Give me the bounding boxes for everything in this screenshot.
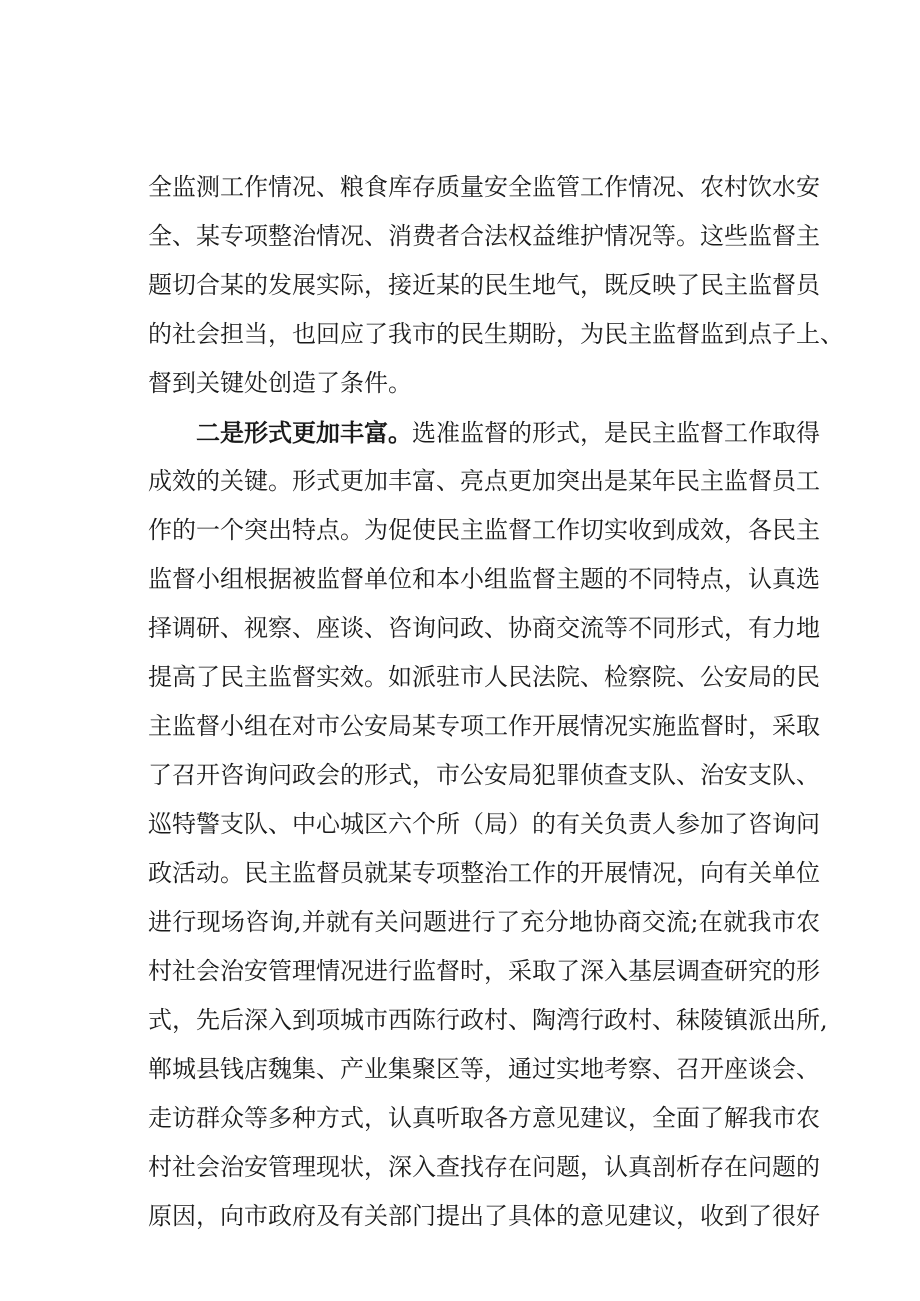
- text-line: 进行现场咨询,并就有关问题进行了充分地协商交流;在就我市农: [148, 908, 820, 936]
- paragraph-1: [148, 163, 844, 408]
- text-line: 题切合某的发展实际，接近某的民生地气，既反映了民主监督员: [148, 271, 820, 299]
- text-line: 提高了民主监督实效。如派驻市人民法院、检察院、公安局的民: [148, 663, 820, 691]
- text-line: 村社会治安管理情况进行监督时，采取了深入基层调查研究的形: [148, 957, 820, 985]
- text-line: 全监测工作情况、粮食库存质量安全监管工作情况、农村饮水安: [148, 173, 820, 201]
- text-line: 监督小组根据被监督单位和本小组监督主题的不同特点，认真选: [148, 565, 820, 593]
- text-line: 巡特警支队、中心城区六个所（局）的有关负责人参加了咨询问: [148, 810, 820, 838]
- text-line: 的社会担当，也回应了我市的民生期盼，为民主监督监到点子上、: [148, 320, 844, 348]
- text-line-first: [148, 408, 820, 457]
- text-line: 走访群众等多种方式，认真听取各方意见建议，全面了解我市农: [148, 1104, 820, 1132]
- text-line: 政活动。民主监督员就某专项整治工作的开展情况，向有关单位: [148, 859, 820, 887]
- text-line: 成效的关键。形式更加丰富、亮点更加突出是某年民主监督员工: [148, 467, 820, 495]
- paragraph-2: [148, 408, 828, 1241]
- text-line: 主监督小组在对市公安局某专项工作开展情况实施监督时，采取: [148, 712, 820, 740]
- text-line-rest: 选准监督的形式，是民主监督工作取得: [412, 419, 820, 447]
- text-line: 择调研、视察、座谈、咨询问政、协商交流等不同形式，有力地: [148, 614, 820, 642]
- document-body: [148, 163, 844, 1241]
- text-line: 作的一个突出特点。为促使民主监督工作切实收到成效，各民主: [148, 516, 820, 544]
- text-line: 全、某专项整治情况、消费者合法权益维护情况等。这些监督主: [148, 222, 820, 250]
- text-line: 式，先后深入到项城市西陈行政村、陶湾行政村、秣陵镇派出所,: [148, 1006, 828, 1034]
- text-line: 村社会治安管理现状，深入查找存在问题，认真剖析存在问题的: [148, 1153, 820, 1181]
- paragraph-lead-heading: 二是形式更加丰富。: [196, 418, 412, 447]
- text-line: 原因，向市政府及有关部门提出了具体的意见建议，收到了很好: [148, 1202, 820, 1230]
- text-line: 督到关键处创造了条件。: [148, 369, 412, 397]
- text-line: 了召开咨询问政会的形式，市公安局犯罪侦查支队、治安支队、: [148, 761, 820, 789]
- text-line: 郸城县钱店魏集、产业集聚区等，通过实地考察、召开座谈会、: [148, 1055, 820, 1083]
